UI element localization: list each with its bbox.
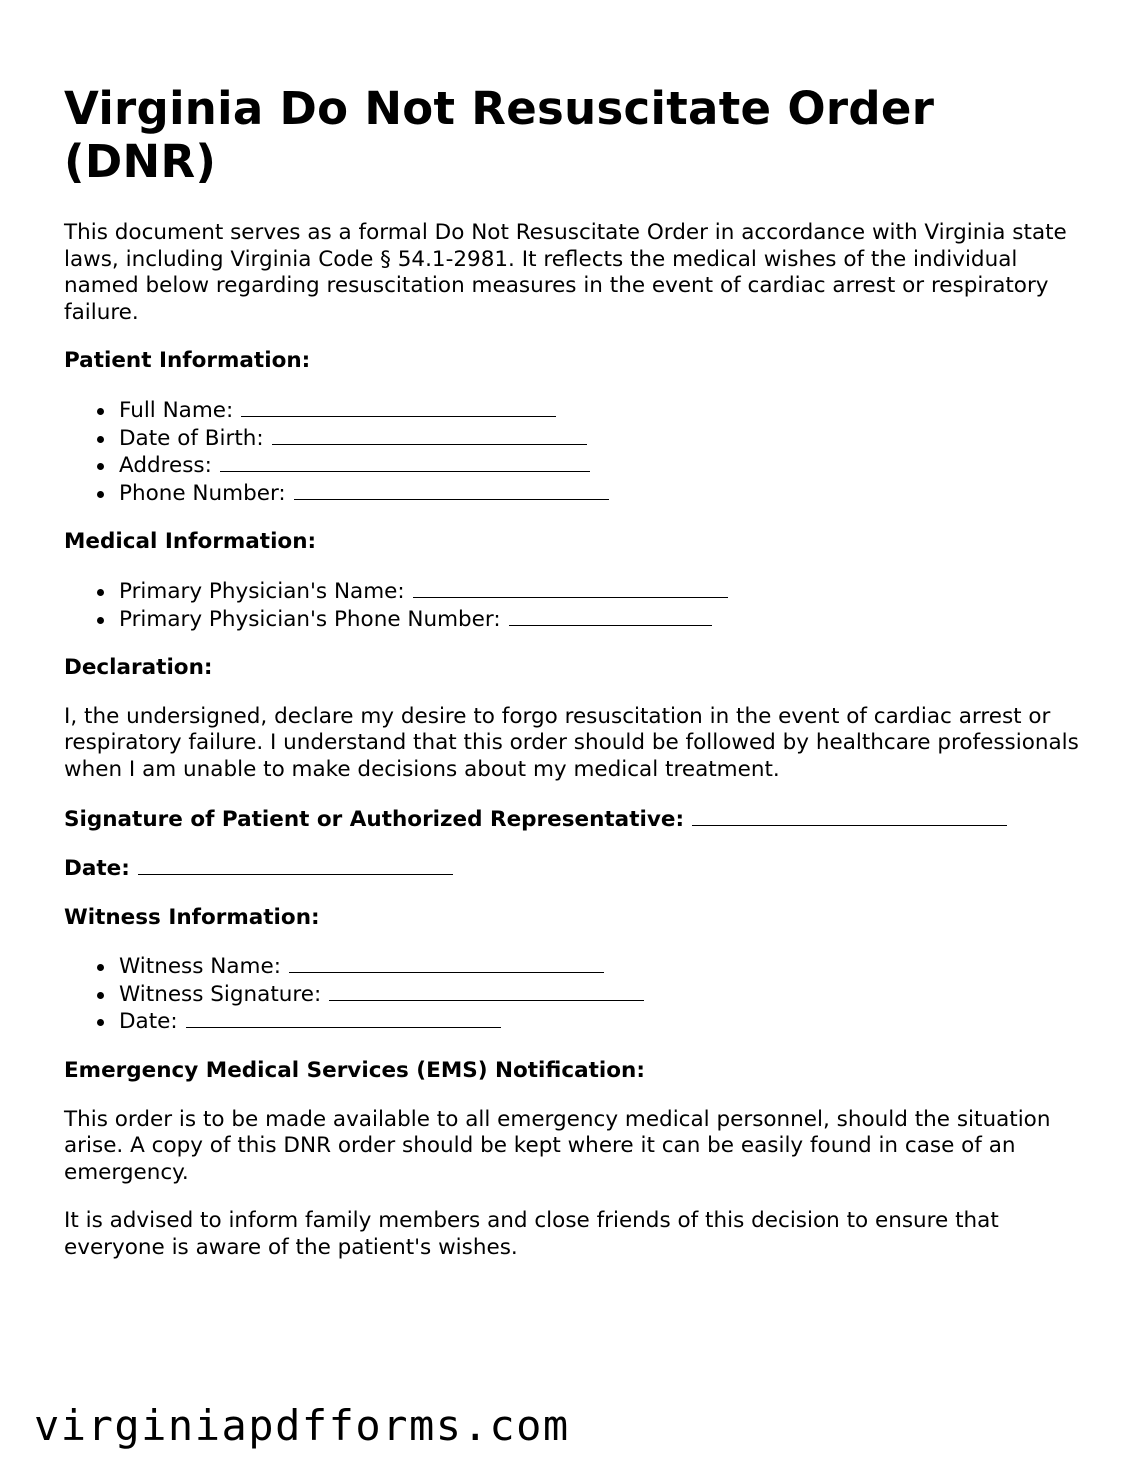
- address-blank[interactable]: [220, 452, 590, 472]
- field-label: Primary Physician's Name:: [119, 578, 405, 604]
- signature-field[interactable]: [64, 806, 1094, 834]
- intro-paragraph: This document serves as a formal Do Not Resuscitate Order in accordance with Virginia state laws, including Virginia Code § 54.1-2981. It reflects the medical wishes of the individual named below regarding resuscitation measures in the event of cardiac arrest or respiratory failure.: [64, 220, 1067, 325]
- witness-name-blank[interactable]: [289, 953, 604, 973]
- patient-info-heading: Patient Information:: [64, 348, 311, 374]
- phone-blank[interactable]: [294, 480, 609, 500]
- medical-info-heading: Medical Information:: [64, 529, 317, 555]
- field-label: Witness Signature:: [119, 981, 322, 1007]
- physician-phone-field[interactable]: [97, 606, 1094, 634]
- physician-name-field[interactable]: [97, 578, 1094, 606]
- field-label: Address:: [119, 453, 212, 479]
- site-watermark: virginiapdfforms.com: [34, 1401, 570, 1450]
- dob-blank[interactable]: [272, 425, 587, 445]
- patient-dob-field[interactable]: [97, 425, 1094, 453]
- field-label: Date of Birth:: [119, 425, 264, 451]
- ems-paragraph-2: It is advised to inform family members and close friends of this decision to ensure that everyone is aware of the patient's wishes.: [64, 1208, 999, 1261]
- physician-name-blank[interactable]: [413, 578, 728, 598]
- date-field[interactable]: [64, 855, 1094, 883]
- patient-address-field[interactable]: [97, 452, 1094, 480]
- witness-info-heading: Witness Information:: [64, 904, 320, 930]
- field-label: Primary Physician's Phone Number:: [119, 606, 501, 632]
- patient-info-list: [64, 397, 1094, 507]
- witness-name-field[interactable]: [97, 953, 1094, 981]
- field-label: Phone Number:: [119, 480, 286, 506]
- signature-label: Signature of Patient or Authorized Representative:: [64, 806, 685, 832]
- full-name-blank[interactable]: [241, 397, 556, 417]
- ems-heading: Emergency Medical Services (EMS) Notification:: [64, 1058, 645, 1084]
- patient-phone-field[interactable]: [97, 480, 1094, 508]
- witness-info-list: [64, 953, 1094, 1036]
- medical-info-list: [64, 578, 1094, 633]
- witness-signature-blank[interactable]: [329, 981, 644, 1001]
- field-label: Date:: [119, 1009, 178, 1035]
- declaration-heading: Declaration:: [64, 655, 213, 681]
- document-page: [64, 82, 1094, 1284]
- witness-date-blank[interactable]: [186, 1008, 501, 1028]
- date-blank[interactable]: [138, 855, 453, 875]
- document-title: Virginia Do Not Resuscitate Order (DNR): [64, 82, 935, 188]
- field-label: Witness Name:: [119, 954, 281, 980]
- date-label: Date:: [64, 856, 130, 882]
- signature-blank[interactable]: [692, 806, 1007, 826]
- ems-paragraph-1: This order is to be made available to all emergency medical personnel, should the situation arise. A copy of this DNR order should be kept where it can be easily found in case of an emergency.: [64, 1106, 1051, 1185]
- field-label: Full Name:: [119, 397, 234, 423]
- patient-full-name-field[interactable]: [97, 397, 1094, 425]
- declaration-paragraph: I, the undersigned, declare my desire to forgo resuscitation in the event of cardiac arrest or respiratory failure. I understand that this order should be followed by healthcare professionals when I am unable to make decisions about my medical treatment.: [64, 703, 1079, 782]
- witness-date-field[interactable]: [97, 1008, 1094, 1036]
- physician-phone-blank[interactable]: [509, 606, 712, 626]
- witness-signature-field[interactable]: [97, 981, 1094, 1009]
